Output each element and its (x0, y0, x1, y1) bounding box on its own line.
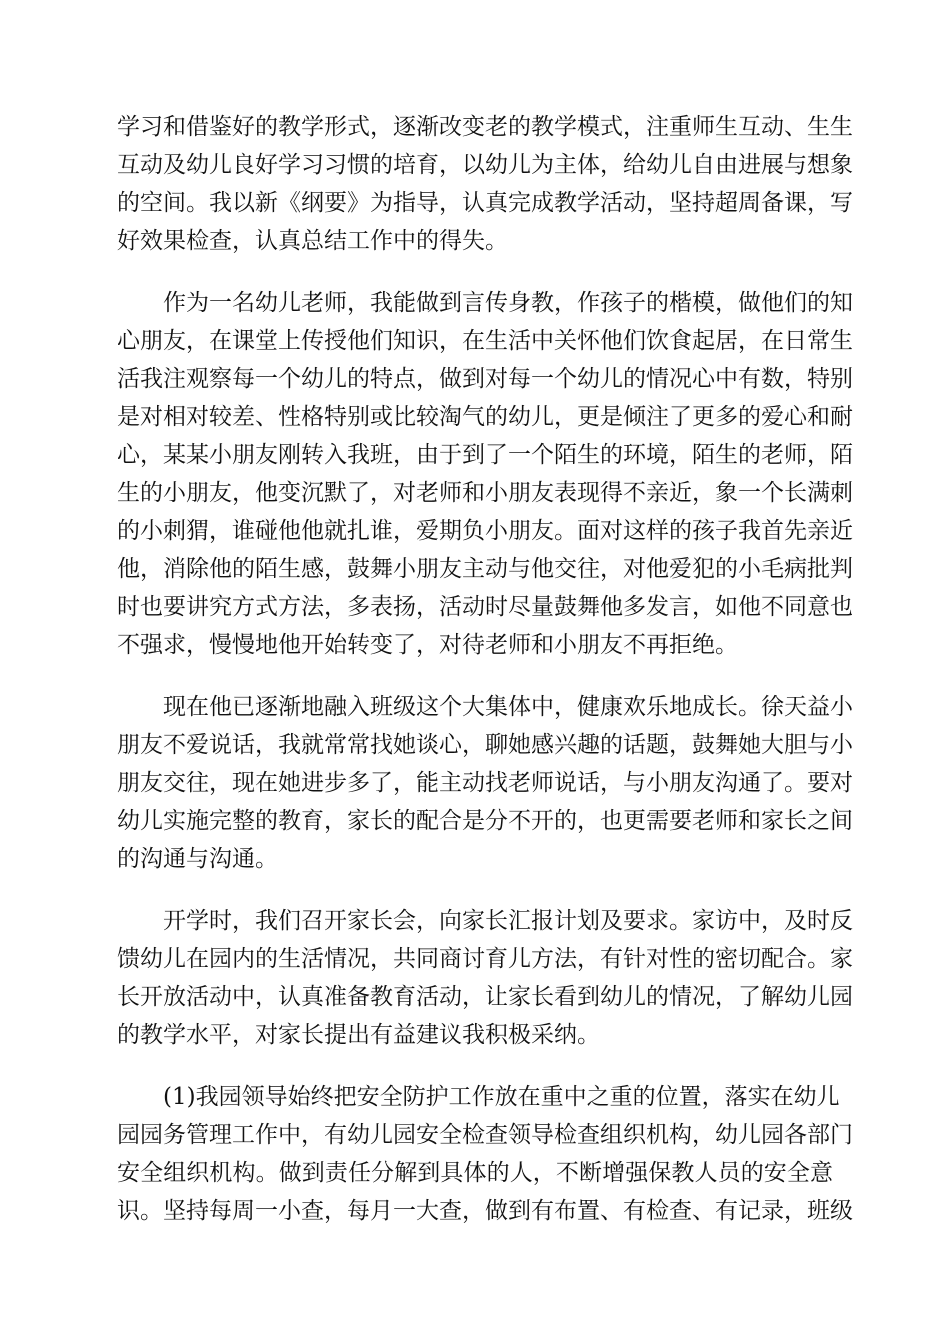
text-line: 的小刺猬，谁碰他他就扎谁，爱期负小朋友。面对这样的孩子我首先亲近 (117, 518, 853, 544)
text-line: 识。坚持每周一小查，每月一大查，做到有布置、有检查、有记录，班级 (117, 1198, 853, 1224)
text-line: 朋友不爱说话，我就常常找她谈心，聊她感兴趣的话题，鼓舞她大胆与小 (117, 732, 853, 758)
text-line: 的教学水平，对家长提出有益建议我积极采纳。 (117, 1022, 600, 1048)
paragraph-1 (117, 108, 853, 260)
paragraph-4 (117, 902, 853, 1054)
text-line: 互动及幼儿良好学习习惯的培育，以幼儿为主体，给幼儿自由进展与想象 (117, 152, 853, 178)
paragraph-spacer (117, 878, 833, 902)
text-line: 作为一名幼儿老师，我能做到言传身教，作孩子的楷模，做他们的知 (163, 290, 853, 316)
text-line: 学习和借鉴好的教学形式，逐渐改变老的教学模式，注重师生互动、生生 (117, 114, 853, 140)
paragraph-spacer (117, 1054, 833, 1078)
paragraph-spacer (117, 260, 833, 284)
text-line: 安全组织机构。做到责任分解到具体的人，不断增强保教人员的安全意 (117, 1160, 833, 1186)
text-line: 园园务管理工作中，有幼儿园安全检查领导检查组织机构，幼儿园各部门 (117, 1122, 853, 1148)
text-line: 活我注观察每一个幼儿的特点，做到对每一个幼儿的情况心中有数，特别 (117, 366, 853, 392)
text-line: 馈幼儿在园内的生活情况，共同商讨育儿方法，有针对性的密切配合。家 (117, 946, 853, 972)
text-line: 时也要讲究方式方法，多表扬，活动时尽量鼓舞他多发言，如他不同意也 (117, 594, 853, 620)
paragraph-3 (117, 688, 853, 878)
text-line: 生的小朋友，他变沉默了，对老师和小朋友表现得不亲近，象一个长满刺 (117, 480, 853, 506)
text-line: 的沟通与沟通。 (117, 846, 278, 872)
document-body (117, 108, 853, 1230)
text-line: 长开放活动中，认真准备教育活动，让家长看到幼儿的情况，了解幼儿园 (117, 984, 853, 1010)
paragraph-2 (117, 284, 853, 664)
text-line: 好效果检查，认真总结工作中的得失。 (117, 228, 508, 254)
text-line: 心朋友，在课堂上传授他们知识，在生活中关怀他们饮食起居，在日常生 (117, 328, 853, 354)
text-line: 幼儿实施完整的教育，家长的配合是分不开的，也更需要老师和家长之间 (117, 808, 853, 834)
text-line: (1)我园领导始终把安全防护工作放在重中之重的位置，落实在幼儿 (163, 1084, 840, 1110)
paragraph-spacer (117, 664, 833, 688)
text-line: 心，某某小朋友刚转入我班，由于到了一个陌生的环境，陌生的老师，陌 (117, 442, 853, 468)
text-line: 现在他已逐渐地融入班级这个大集体中，健康欢乐地成长。徐天益小 (163, 694, 853, 720)
text-line: 是对相对较差、性格特别或比较淘气的幼儿，更是倾注了更多的爱心和耐 (117, 404, 853, 430)
text-line: 的空间。我以新《纲要》为指导，认真完成教学活动，坚持超周备课，写 (117, 190, 853, 216)
text-line: 不强求，慢慢地他开始转变了，对待老师和小朋友不再拒绝。 (117, 632, 738, 658)
text-line: 开学时，我们召开家长会，向家长汇报计划及要求。家访中，及时反 (163, 908, 853, 934)
paragraph-5 (117, 1078, 853, 1230)
text-line: 他，消除他的陌生感，鼓舞小朋友主动与他交往，对他爱犯的小毛病批判 (117, 556, 853, 582)
text-line: 朋友交往，现在她进步多了，能主动找老师说话，与小朋友沟通了。要对 (117, 770, 853, 796)
